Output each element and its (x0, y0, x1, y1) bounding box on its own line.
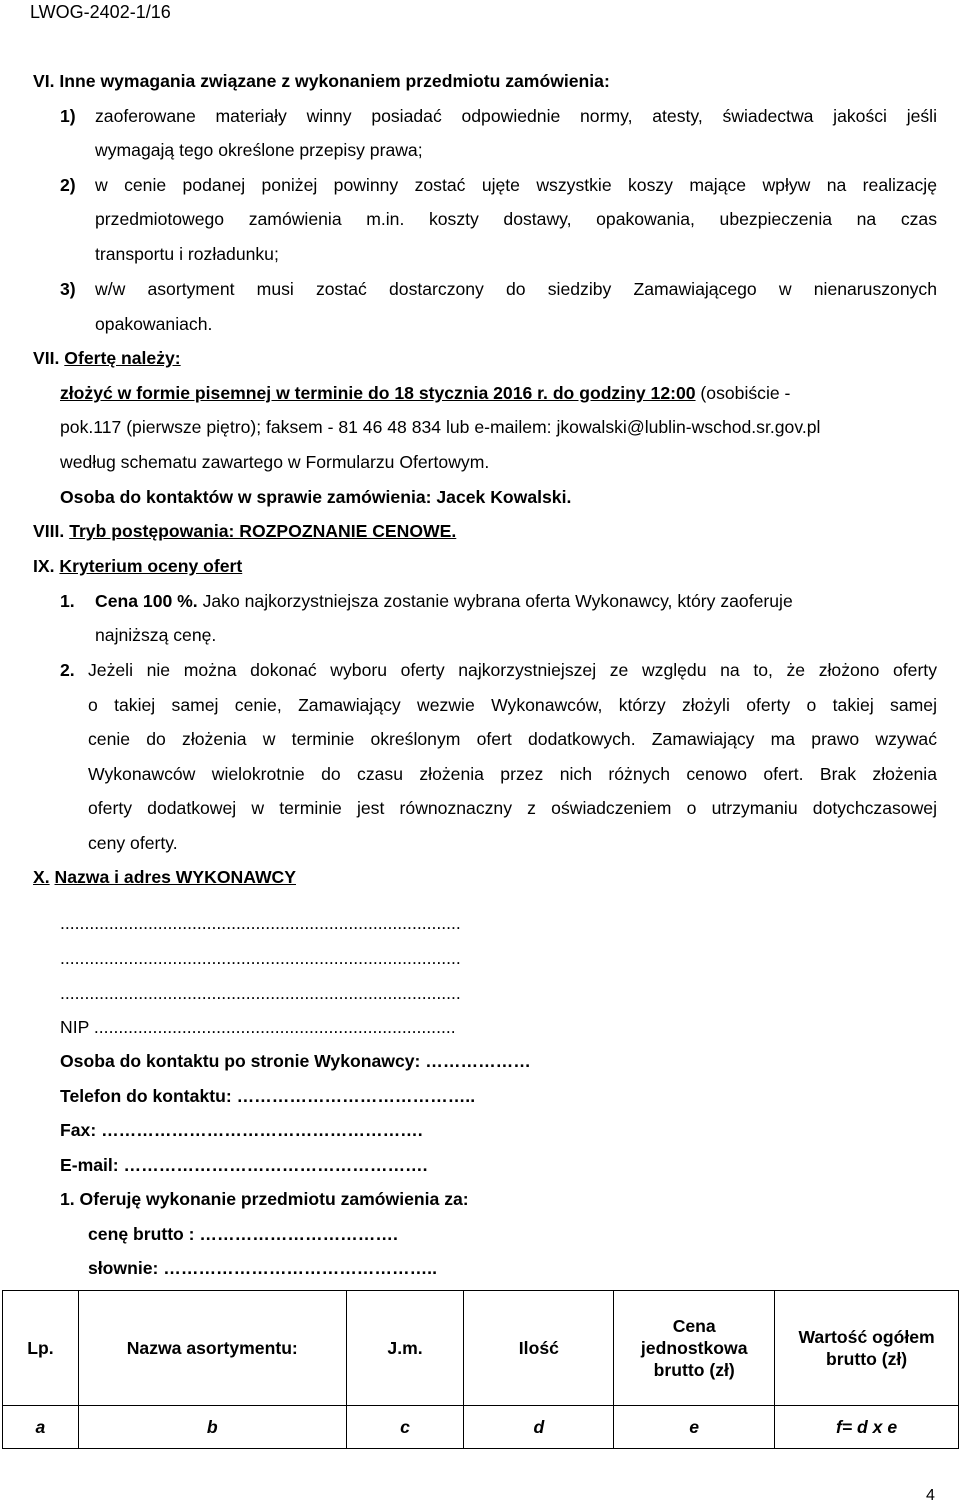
criterion-2-line-5: oferty dodatkowej w terminie jest równoznaczny z oświadczeniem o utrzymaniu dotychczasowej (88, 798, 937, 818)
column-letter-b: b (78, 1406, 346, 1449)
section-7-heading (33, 347, 181, 369)
section-7-form-note: według schematu zawartego w Formularzu Ofertowym. (60, 452, 490, 472)
column-letter-d: d (464, 1406, 614, 1449)
criterion-2-line-3: cenie do złożenia w terminie określonym ofert dodatkowych. Zamawiający ma prawo wzywać (88, 729, 937, 749)
section-9-title: Kryterium oceny ofert (59, 556, 243, 576)
section-9-heading (33, 555, 242, 577)
table-header-row (3, 1291, 959, 1406)
section-7-number: VII. (33, 348, 60, 368)
column-header-quantity: Ilość (464, 1291, 614, 1406)
column-header-total-value: Wartość ogółem brutto (zł) (775, 1291, 959, 1406)
column-letter-e: e (614, 1406, 775, 1449)
criterion-1-number: 1. (60, 591, 75, 611)
items-table (2, 1290, 959, 1449)
section-6-heading (33, 70, 610, 92)
contractor-address-line-3[interactable]: .................................................................................. (60, 983, 461, 1003)
contractor-phone-field[interactable]: Telefon do kontaktu: ………………………………….. (60, 1086, 476, 1106)
criterion-1-line-1 (95, 590, 793, 612)
criterion-2-line-2: o takiej samej cenie, Zamawiający wezwie Wykonawców, którzy złożyli oferty o takiej samej (88, 695, 937, 715)
column-letter-a: a (3, 1406, 79, 1449)
section-6-item-3-line-2: opakowaniach. (95, 314, 213, 334)
section-6-item-1-line-2: wymagają tego określone przepisy prawa; (95, 140, 423, 160)
section-6-item-1-line-1: zaoferowane materiały winny posiadać odpowiednie normy, atesty, świadectwa jakości jeśli (95, 106, 937, 126)
section-7-delivery-mode: (osobiście - (695, 383, 791, 403)
column-header-unit-price: Cena jednostkowa brutto (zł) (614, 1291, 775, 1406)
section-10-heading (33, 866, 296, 888)
section-6-item-2-line-3: transportu i rozładunku; (95, 244, 279, 264)
criterion-1-weight: Cena 100 %. (95, 591, 198, 611)
contractor-address-line-1[interactable]: .................................................................................. (60, 913, 461, 933)
criterion-2-line-4: Wykonawców wielokrotnie do czasu złożenia przez nich różnych cenowo ofert. Brak złożenia (88, 764, 937, 784)
criterion-1-text: Jako najkorzystniejsza zostanie wybrana oferta Wykonawcy, który zaoferuje (202, 591, 793, 611)
criterion-1-line-2: najniższą cenę. (95, 625, 217, 645)
contractor-nip-field[interactable]: NIP .......................................................................... (60, 1017, 456, 1037)
section-6-item-1-number: 1) (60, 106, 76, 126)
section-10-number: X. (33, 867, 50, 887)
column-header-item-name: Nazwa asortymentu: (78, 1291, 346, 1406)
section-8-heading (33, 520, 456, 542)
section-7-title: Ofertę należy: (64, 348, 181, 368)
document-id: LWOG-2402-1/16 (30, 2, 171, 22)
contractor-email-field[interactable]: E-mail: ……………………………………………. (60, 1155, 428, 1175)
section-6-item-3-number: 3) (60, 279, 76, 299)
contractor-contact-person-field[interactable]: Osoba do kontaktu po stronie Wykonawcy: ……………… (60, 1051, 531, 1071)
section-7-contact-person: Osoba do kontaktów w sprawie zamówienia: Jacek Kowalski. (60, 487, 572, 507)
column-letter-c: c (346, 1406, 464, 1449)
criterion-2-line-6: ceny oferty. (88, 833, 178, 853)
page-number: 4 (926, 1487, 935, 1504)
section-8-title: Tryb postępowania: ROZPOZNANIE CENOWE. (69, 521, 457, 541)
section-6-title: Inne wymagania związane z wykonaniem przedmiotu zamówienia: (59, 71, 610, 91)
column-header-unit: J.m. (346, 1291, 464, 1406)
section-7-deadline: złożyć w formie pisemnej w terminie do 18 stycznia 2016 r. do godziny 12:00 (60, 383, 696, 403)
contractor-address-line-2[interactable]: .................................................................................. (60, 948, 461, 968)
section-6-item-2-number: 2) (60, 175, 76, 195)
section-6-item-2-line-1: w cenie podanej poniżej powinny zostać ujęte wszystkie koszy mające wpływ na realizację (95, 175, 937, 195)
column-header-number: Lp. (3, 1291, 79, 1406)
offer-statement: 1. Oferuję wykonanie przedmiotu zamówienia za: (60, 1189, 469, 1209)
offer-gross-price-field[interactable]: cenę brutto : ……………………………. (88, 1224, 398, 1244)
section-7-deadline-line (60, 382, 790, 404)
section-6-number: VI. (33, 71, 55, 91)
offer-price-in-words-field[interactable]: słownie: ……………………………………….. (88, 1258, 437, 1278)
section-8-number: VIII. (33, 521, 65, 541)
section-10-title: Nazwa i adres WYKONAWCY (54, 867, 296, 887)
contractor-fax-field[interactable]: Fax: ………………………………………………. (60, 1120, 423, 1140)
criterion-2-line-1: Jeżeli nie można dokonać wyboru oferty najkorzystniejszej ze względu na to, że złożono oferty (88, 660, 937, 680)
table-letters-row (3, 1406, 959, 1449)
section-9-number: IX. (33, 556, 55, 576)
section-7-delivery-details: pok.117 (pierwsze piętro); faksem - 81 46 48 834 lub e-mailem: jkowalski@lublin-wschod.sr.gov.pl (60, 417, 821, 437)
column-letter-f: f= d x e (775, 1406, 959, 1449)
section-6-item-3-line-1: w/w asortyment musi zostać dostarczony do siedziby Zamawiającego w nienaruszonych (95, 279, 937, 299)
criterion-2-number: 2. (60, 660, 75, 680)
section-6-item-2-line-2: przedmiotowego zamówienia m.in. koszty dostawy, opakowania, ubezpieczenia na czas (95, 209, 937, 229)
